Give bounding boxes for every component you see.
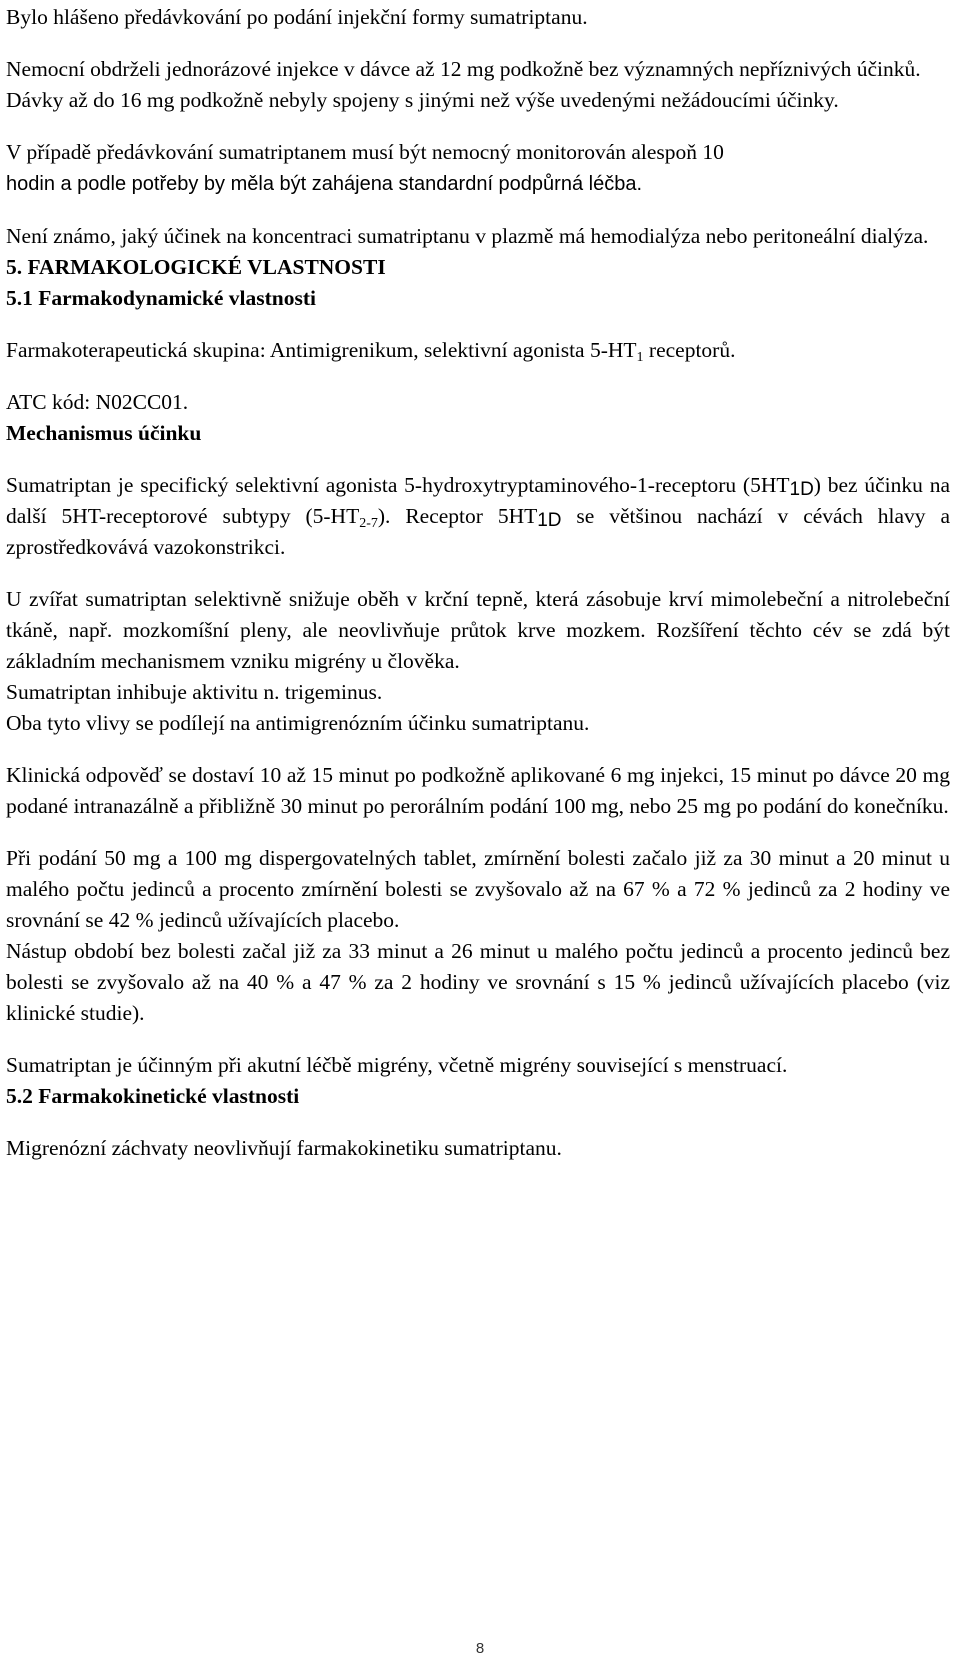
page-number: 8 [475,1640,485,1657]
atc-code: ATC kód: N02CC01. [6,390,189,414]
mechanism-text-1: Sumatriptan je specifický selektivní agonista 5-hydroxytryptaminového-1-receptoru (5HT [6,473,790,497]
antimigraine-effect: Oba tyto vlivy se podílejí na antimigrenózním účinku sumatriptanu. [6,711,590,735]
section-5-heading: 5. FARMAKOLOGICKÉ VLASTNOSTI [6,255,386,279]
mechanism-text-2: ) bez účinku na další 5HT-receptorové subtypy (5-HT [6,473,950,528]
mechanism-heading: Mechanismus účinku [6,421,202,445]
section-5-2-heading: 5.2 Farmakokinetické vlastnosti [6,1084,300,1108]
overdose-monitoring-line2: hodin a podle potřeby by měla být zahájena standardní podpůrná léčba. [6,173,643,195]
clinical-response: Klinická odpověď se dostaví 10 až 15 minut po podkožně aplikované 6 mg injekci, 15 minut po dávce 20 mg podané intranazálně a přibližně 30 minut po perorálním podání 100 mg, nebo 25 mg po podání do konečníku. [6,763,950,818]
overdose-monitoring [6,137,950,200]
pain-free-onset: Nástup období bez bolesti začal již za 33 minut a 26 minut u malého počtu jedinců a procento jedinců bez bolesti se zvyšovalo až na 40 % a 47 % za 2 hodiny ve srovnání s 15 % jedinců užívajících placebo (viz klinické studie). [6,939,950,1025]
mechanism-paragraph [6,470,950,563]
kinetics-paragraph: Migrenózní záchvaty neovlivňují farmakokinetiku sumatriptanu. [6,1136,562,1160]
mechanism-text-4: se většinou nachází v cévách hlavy a zprostředkovává vazokonstrikci. [6,504,950,559]
dispersible-tablets: Při podání 50 mg a 100 mg dispergovatelných tablet, zmírnění bolesti začalo již za 30 minut a 20 minut u malého počtu jedinců a procento zmírnění bolesti se zvyšovalo až na 67 % a 72 % jedinců za 2 hodiny ve srovnání se 42 % jedinců užívajících placebo. [6,846,950,932]
mechanism-sub-1: 1D [789,479,814,500]
effectiveness-note: Sumatriptan je účinným při akutní léčbě migrény, včetně migrény související s menstruací. [6,1053,788,1077]
pharmacotherapeutic-group [6,335,950,366]
overdose-report: Bylo hlášeno předávkování po podání injekční formy sumatriptanu. [6,5,588,29]
mechanism-sub-2: 2-7 [359,516,378,531]
trigeminus-note: Sumatriptan inhibuje aktivitu n. trigeminus. [6,680,383,704]
animal-studies: U zvířat sumatriptan selektivně snižuje oběh v krční tepně, která zásobuje krví mimolebeční a nitrolebeční tkáně, např. mozkomíšní pleny, ale neovlivňuje průtok krve mozkem. Rozšíření těchto cév se zdá být základním mechanismem vzniku migrény u člověka. [6,587,950,673]
dialysis-note: Není známo, jaký účinek na koncentraci sumatriptanu v plazmě má hemodialýza nebo peritoneální dialýza. [6,224,929,248]
group-subscript: 1 [636,350,644,365]
section-5-1-heading: 5.1 Farmakodynamické vlastnosti [6,286,316,310]
group-text-end: receptorů. [643,338,736,362]
group-text: Farmakoterapeutická skupina: Antimigrenikum, selektivní agonista 5-HT [6,338,637,362]
document-page [6,0,950,1164]
overdose-monitoring-line1: V případě předávkování sumatriptanem musí být nemocný monitorován alespoň 10 [6,140,724,164]
mechanism-text-3: ). Receptor 5HT [377,504,538,528]
mechanism-sub-3: 1D [537,510,562,531]
overdose-injections: Nemocní obdrželi jednorázové injekce v dávce až 12 mg podkožně bez významných nepříznivých účinků. Dávky až do 16 mg podkožně nebyly spojeny s jinými než výše uvedenými nežádoucími účinky. [6,57,921,112]
